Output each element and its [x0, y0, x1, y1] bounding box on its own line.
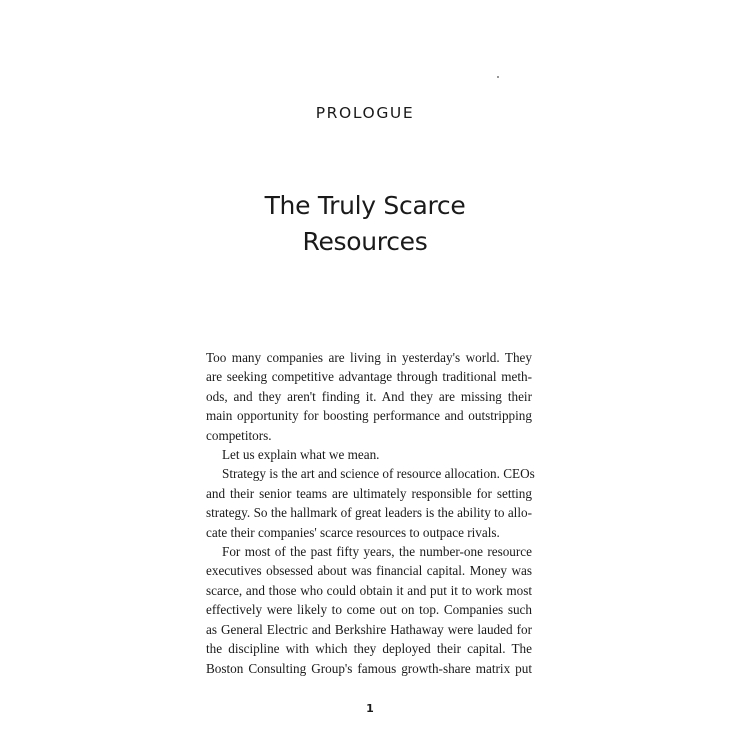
- body-line: main opportunity for boosting performance and outstripping: [206, 408, 532, 424]
- chapter-label: PROLOGUE: [315, 104, 415, 122]
- body-text: [206, 348, 535, 678]
- page-number: 1: [366, 702, 374, 715]
- body-line: cate their companies' scarce resources to outpace rivals.: [206, 524, 500, 540]
- body-line: are seeking competitive advantage through traditional meth-: [206, 369, 532, 385]
- chapter-title: [0, 188, 730, 260]
- body-line: ods, and they aren't finding it. And they are missing their: [206, 388, 532, 404]
- body-line: scarce, and those who could obtain it and put it to work most: [206, 582, 532, 598]
- body-line: the discipline with which they deployed their capital. The: [206, 641, 532, 657]
- body-line: effectively were likely to come out on top. Companies such: [206, 602, 532, 618]
- body-line: competitors.: [206, 427, 272, 443]
- page-speck: [497, 76, 499, 78]
- body-line: Let us explain what we mean.: [222, 447, 380, 463]
- chapter-title-line: Resources: [302, 227, 428, 256]
- chapter-title-line: The Truly Scarce: [264, 191, 466, 220]
- body-line: and their senior teams are ultimately responsible for setting: [206, 485, 532, 501]
- body-line: strategy. So the hallmark of great leaders is the ability to allo-: [206, 505, 532, 521]
- body-line: Boston Consulting Group's famous growth-share matrix put: [206, 660, 532, 676]
- body-line: as General Electric and Berkshire Hathaway were lauded for: [206, 621, 532, 637]
- body-line: For most of the past fifty years, the number-one resource: [222, 544, 532, 560]
- body-line: executives obsessed about was financial capital. Money was: [206, 563, 532, 579]
- body-line: Strategy is the art and science of resource allocation. CEOs: [222, 466, 535, 482]
- body-line: Too many companies are living in yesterday's world. They: [206, 350, 532, 365]
